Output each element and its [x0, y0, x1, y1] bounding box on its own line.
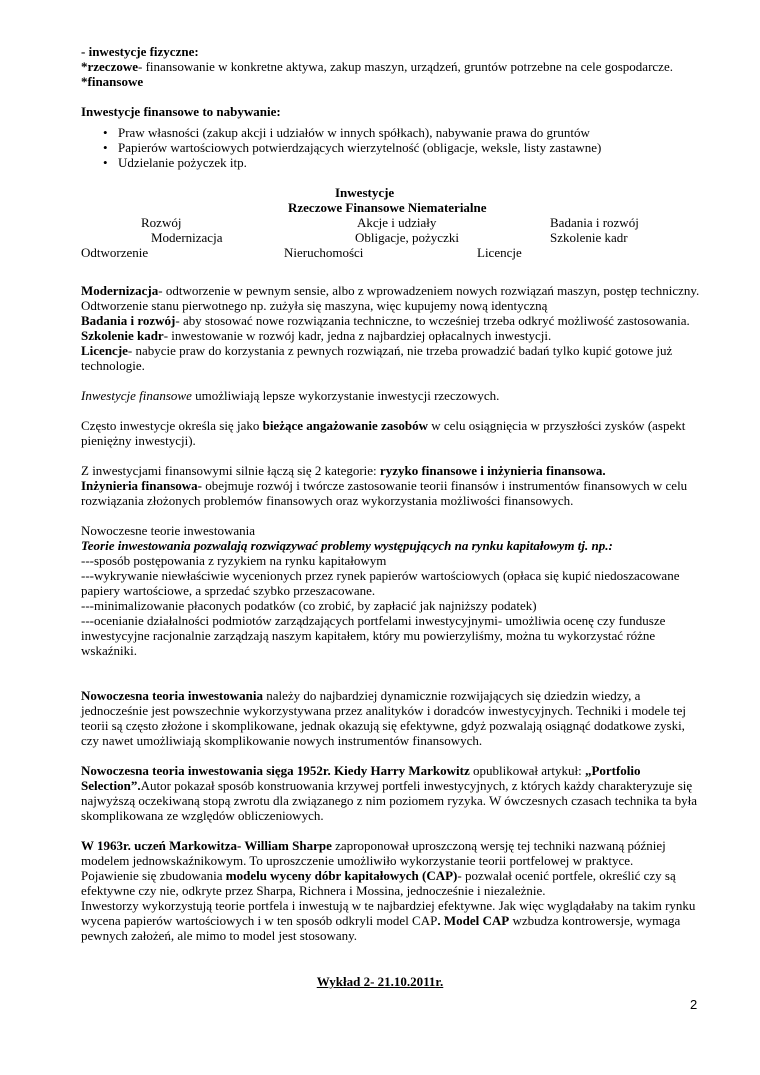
diagram-cell: Obligacje, pożyczki — [355, 230, 459, 245]
investment-diagram — [81, 185, 701, 260]
list-item: • Udzielanie pożyczek itp. — [103, 155, 247, 170]
definitions — [81, 283, 701, 373]
list-item: ---minimalizowanie płaconych podatków (co zrobić, by zapłacić jak najniższy podatek) — [81, 598, 537, 613]
definition-badania: Badania i rozwój- aby stosować nowe rozwiązania techniczne, to wcześniej trzeba odkryć możliwość zastosowania. — [81, 313, 690, 328]
finansowe-paragraph: Inwestycje finansowe umożliwiają lepsze wykorzystanie inwestycji rzeczowych. — [81, 388, 500, 403]
rzeczowe-line: *rzeczowe- finansowanie w konkretne aktywa, zakup maszyn, urządzeń, gruntów potrzebne na cele gospodarcze. — [81, 59, 673, 74]
czesto-paragraph: Często inwestycje określa się jako bieżące angażowanie zasobów w celu osiągnięcia w przyszłości zysków (aspekt pieniężny inwestycji). — [81, 418, 686, 448]
teorie-heading: Nowoczesne teorie inwestowania — [81, 523, 255, 538]
inzynieria-paragraph: Inżynieria finansowa- obejmuje rozwój i twórcze zastosowanie teorii finansów i instrumentów finansowych w celu rozwiązania złożonych problemów finansowych oraz wykorzystania możliwości finansowych. — [81, 478, 688, 508]
list-item: ---sposób postępowania z ryzykiem na rynku kapitałowym — [81, 553, 387, 568]
list-item: • Praw własności (zakup akcji i udziałów w innych spółkach), nabywanie prawa do gruntów — [103, 125, 590, 140]
definition-szkolenie: Szkolenie kadr- inwestowanie w rozwój kadr, jedna z najbardziej opłacalnych inwestycji. — [81, 328, 552, 343]
diagram-cell: Akcje i udziały — [357, 215, 437, 230]
list-item: • Papierów wartościowych potwierdzających wierzytelność (obligacje, weksle, listy zastawne) — [103, 140, 602, 155]
nabywanie-list — [81, 125, 701, 170]
teorie-subheading: Teorie inwestowania pozwalają rozwiązywać problemy występujących na rynku kapitałowym tj. np.: — [81, 538, 613, 553]
bullet-icon: • — [103, 155, 108, 170]
diagram-cell: Rozwój — [141, 215, 182, 230]
nabywanie-heading: Inwestycje finansowe to nabywanie: — [81, 104, 281, 119]
definition-odtworzenie: Odtworzenie stanu pierwotnego np. zużyła się maszyna, więc kupujemy nową identyczną — [81, 298, 548, 313]
diagram-cell: Modernizacja — [151, 230, 223, 245]
diagram-cell: Nieruchomości — [284, 245, 364, 260]
list-item: ---wykrywanie niewłaściwie wycenionych przez rynek papierów wartościowych (opłaca się kupić niedoszacowane papiery wartościowe, a sprzedać szybko przeszacowane. — [81, 568, 680, 598]
list-item: ---ocenianie działalności podmiotów zarządzających portfelami inwestycyjnymi- umożliwia ocenę czy fundusze inwestycyjne racjonalnie zarządzają naszym kapitałem, który mu powierzyliśmy, można tu wykorzystać różne wskaźniki. — [81, 613, 666, 658]
diagram-cell: Szkolenie kadr — [550, 230, 628, 245]
lecture-footer: Wykład 2- 21.10.2011r. — [316, 974, 444, 989]
finansowe-term: *finansowe — [81, 74, 144, 89]
investors-paragraph: Inwestorzy wykorzystują teorie portfela i inwestują w te najbardziej efektywne. Jak więc wyglądałaby na takim rynku wycena papierów wartościowych i w ten sposób odkryli model CAP. Model CAP wzbudza kontrowersje, wymaga pewnych założeń, ale mimo to model jest stosowany. — [81, 898, 696, 943]
diagram-cell: Licencje — [477, 245, 522, 260]
diagram-cell: Odtworzenie — [81, 245, 149, 260]
diagram-cell: Badania i rozwój — [550, 215, 639, 230]
cap-paragraph: Pojawienie się zbudowania modelu wyceny dóbr kapitałowych (CAP)- pozwalał ocenić portfele, określić czy są efektywne czy nie, odkryte przez Sharpa, Richnera i Mossina, jednocześnie i niezależnie. — [81, 868, 676, 898]
definition-licencje: Licencje- nabycie praw do korzystania z pewnych rozwiązań, nie trzeba prowadzić badań tylko kupić gotowe już technologie. — [81, 343, 673, 373]
page-number: 2 — [690, 997, 698, 1012]
document-page — [81, 44, 701, 943]
bullet-icon: • — [103, 125, 108, 140]
nowoczesna-paragraph-1: Nowoczesna teoria inwestowania należy do najbardziej dynamicznie rozwijających się dziedzin wiedzy, a jednocześnie jest powszechnie wykorzystywana przez analityków i doradców inwestycyjnych. Techniki i modele tej teorii są często złożone i skomplikowane, jednak okazują się efektywne, gdyż pozwalają osiągnąć dodatkowe zyski, czy nawet umożliwiają skomplikowanie nowych instrumentów finansowych. — [81, 688, 686, 748]
kategorie-paragraph: Z inwestycjami finansowymi silnie łączą się 2 kategorie: ryzyko finansowe i inżynieria finansowa. — [81, 463, 606, 478]
heading-fizyczne: - inwestycje fizyczne: — [81, 44, 199, 59]
sharpe-paragraph: W 1963r. uczeń Markowitza- William Sharpe zaproponował uproszczoną wersję tej techniki nazwaną później modelem jednowskaźnikowym. To uproszczenie umożliwiło wykorzystanie teorii portfelowej w praktyce. — [81, 838, 666, 868]
nowoczesna-paragraph-2: Nowoczesna teoria inwestowania sięga 1952r. Kiedy Harry Markowitz opublikował artykuł: „Portfolio Selection”.Autor pokazał sposób konstruowania krzywej portfeli inwestycyjnych, z których każdy charakteryzuje się najwyższą oczekiwaną stopą zwrotu dla związanego z nim poziomem ryzyka. W ówczesnych czasach technika ta była skomplikowana ze względów obliczeniowych. — [81, 763, 698, 823]
definition-modernizacja: Modernizacja- odtworzenie w pewnym sensie, albo z wprowadzeniem nowych rozwiązań maszyn, postęp techniczny. — [81, 283, 700, 298]
diagram-title: Inwestycje — [335, 185, 395, 200]
bullet-icon: • — [103, 140, 108, 155]
diagram-categories: Rzeczowe Finansowe Niematerialne — [288, 200, 487, 215]
